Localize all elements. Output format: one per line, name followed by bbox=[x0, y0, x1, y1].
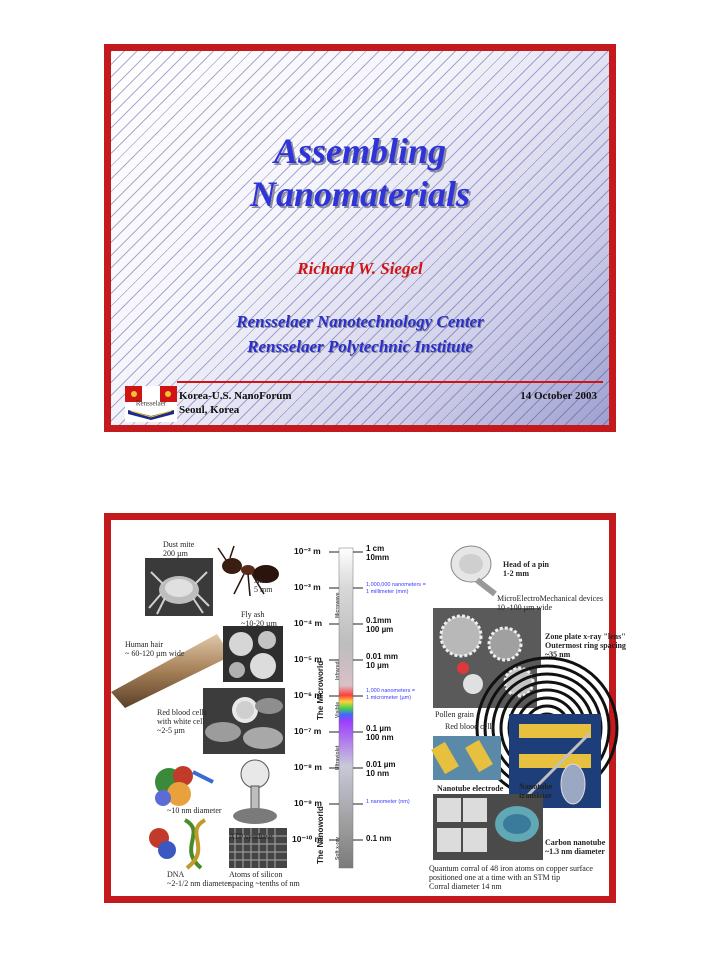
scale-right-label: 0.1mm bbox=[366, 616, 392, 625]
ultraviolet-label: Ultraviolet bbox=[335, 745, 341, 770]
scale-right-note: 1 nanometer (nm) bbox=[366, 799, 410, 805]
footer-forum: Korea-U.S. NanoForum bbox=[179, 390, 292, 402]
scale-right-note: 1,000 nanometers = bbox=[366, 688, 416, 694]
svg-text:Rensselaer: Rensselaer bbox=[135, 399, 167, 408]
scale-right-label: 10 µm bbox=[366, 661, 389, 670]
scale-right-note: 1 millimeter (mm) bbox=[366, 589, 409, 595]
scale-right-label: 0.01 mm bbox=[366, 652, 399, 661]
scale-tick-label: 10⁻³ m bbox=[294, 582, 321, 592]
red-blood-cells-image bbox=[203, 688, 285, 754]
pollen-label: Pollen grain bbox=[435, 710, 474, 719]
title-slide bbox=[104, 44, 616, 432]
red-blood-cells-right-label: Red blood cells bbox=[445, 722, 495, 731]
scale-right-label: 10 nm bbox=[366, 769, 390, 778]
nanotube-electrode-image bbox=[433, 736, 501, 780]
scale-tick-label: 10⁻⁵ m bbox=[294, 654, 322, 664]
fly-ash-image bbox=[223, 626, 283, 682]
dust-mite-image bbox=[145, 558, 213, 616]
scale-tick-label: 10⁻⁹ m bbox=[294, 798, 322, 808]
slide-title-line1: Assembling bbox=[273, 131, 447, 171]
fly-ash-label: Fly ash ~10-20 µm bbox=[241, 610, 277, 628]
institution-line2: Rensselaer Polytechnic Institute bbox=[247, 337, 473, 356]
scale-of-things-slide bbox=[104, 513, 626, 903]
footer-date: 14 October 2003 bbox=[520, 390, 597, 402]
scale-tick-label: 10⁻¹⁰ m bbox=[292, 834, 323, 844]
red-blood-cells-label: Red blood cells with white cell ~2-5 µm bbox=[157, 708, 207, 735]
atp-synthase-label: ATP synthase bbox=[229, 832, 273, 841]
mems-label: MicroElectroMechanical devices 10 -100 µm wide bbox=[497, 594, 603, 612]
scale-tick-label: 10⁻⁶ m bbox=[294, 690, 322, 700]
nanotube-electrode-label: Nanotube electrode bbox=[437, 784, 504, 793]
logo-wordmark bbox=[128, 399, 174, 407]
quantum-corral-label: Quantum corral of 48 iron atoms on copper surface positioned one at a time with an STM tip Corral diameter 14 nm bbox=[429, 864, 593, 891]
scale-right-label: 100 nm bbox=[366, 733, 394, 742]
scale-right-label: 0.01 µm bbox=[366, 760, 396, 769]
scale-tick-label: 10⁻⁷ m bbox=[294, 726, 322, 736]
scale-right-label: 0.1 µm bbox=[366, 724, 392, 733]
visible-label: Visible bbox=[335, 701, 341, 718]
slide-title-line2: Nanomaterials bbox=[249, 174, 471, 214]
scale-tick-label: 10⁻⁴ m bbox=[294, 618, 323, 628]
silicon-atoms-label: Atoms of silicon spacing ~tenths of nm bbox=[229, 870, 300, 888]
footer-divider bbox=[177, 381, 603, 383]
scale-right-note: 1 micrometer (µm) bbox=[366, 695, 412, 701]
human-hair-label: Human hair ~ 60-120 µm wide bbox=[125, 640, 185, 658]
dna-image bbox=[147, 818, 217, 872]
microworld-label: The Microworld bbox=[316, 660, 325, 720]
scale-right-label: 0.1 nm bbox=[366, 834, 392, 843]
ant-label: Ant 5 mm bbox=[254, 576, 273, 594]
scale-right-label: 100 µm bbox=[366, 625, 394, 634]
scale-right-label: 10mm bbox=[366, 553, 390, 562]
dna-label: DNA ~2-1/2 nm diameter bbox=[167, 870, 231, 888]
zone-plate-label: Zone plate x-ray "lens" Outermost ring spacing ~35 nm bbox=[545, 632, 626, 659]
scale-tick-label: 10⁻² m bbox=[294, 546, 321, 556]
pin-head-label: Head of a pin 1-2 mm bbox=[503, 560, 550, 578]
footer-city: Seoul, Korea bbox=[179, 404, 240, 416]
institution-line1: Rensselaer Nanotechnology Center bbox=[236, 312, 484, 331]
pin-head-image bbox=[443, 542, 503, 594]
nanotube-transistor-label: Nanotube transistor bbox=[519, 782, 553, 800]
atp-diameter-label: ~10 nm diameter bbox=[167, 806, 222, 815]
infrared-label: Infrared bbox=[335, 661, 341, 680]
microwave-label: Microwave bbox=[335, 592, 341, 618]
atp-synthase-image bbox=[225, 756, 285, 830]
scale-tick-label: 10⁻⁸ m bbox=[294, 762, 322, 772]
soft-xray-label: Soft x-ray bbox=[335, 836, 341, 860]
dust-mite-label: Dust mite 200 µm bbox=[163, 540, 195, 558]
nanoworld-label: The Nanoworld bbox=[316, 806, 325, 864]
scale-figure bbox=[111, 520, 626, 896]
quantum-corral-image bbox=[433, 794, 543, 860]
scale-right-note: 1,000,000 nanometers = bbox=[366, 582, 426, 588]
carbon-nanotube-label: Carbon nanotube ~1.3 nm diameter bbox=[545, 838, 606, 856]
slide-background bbox=[111, 51, 609, 425]
author-name: Richard W. Siegel bbox=[297, 259, 423, 278]
scale-right-label: 1 cm bbox=[366, 544, 385, 553]
